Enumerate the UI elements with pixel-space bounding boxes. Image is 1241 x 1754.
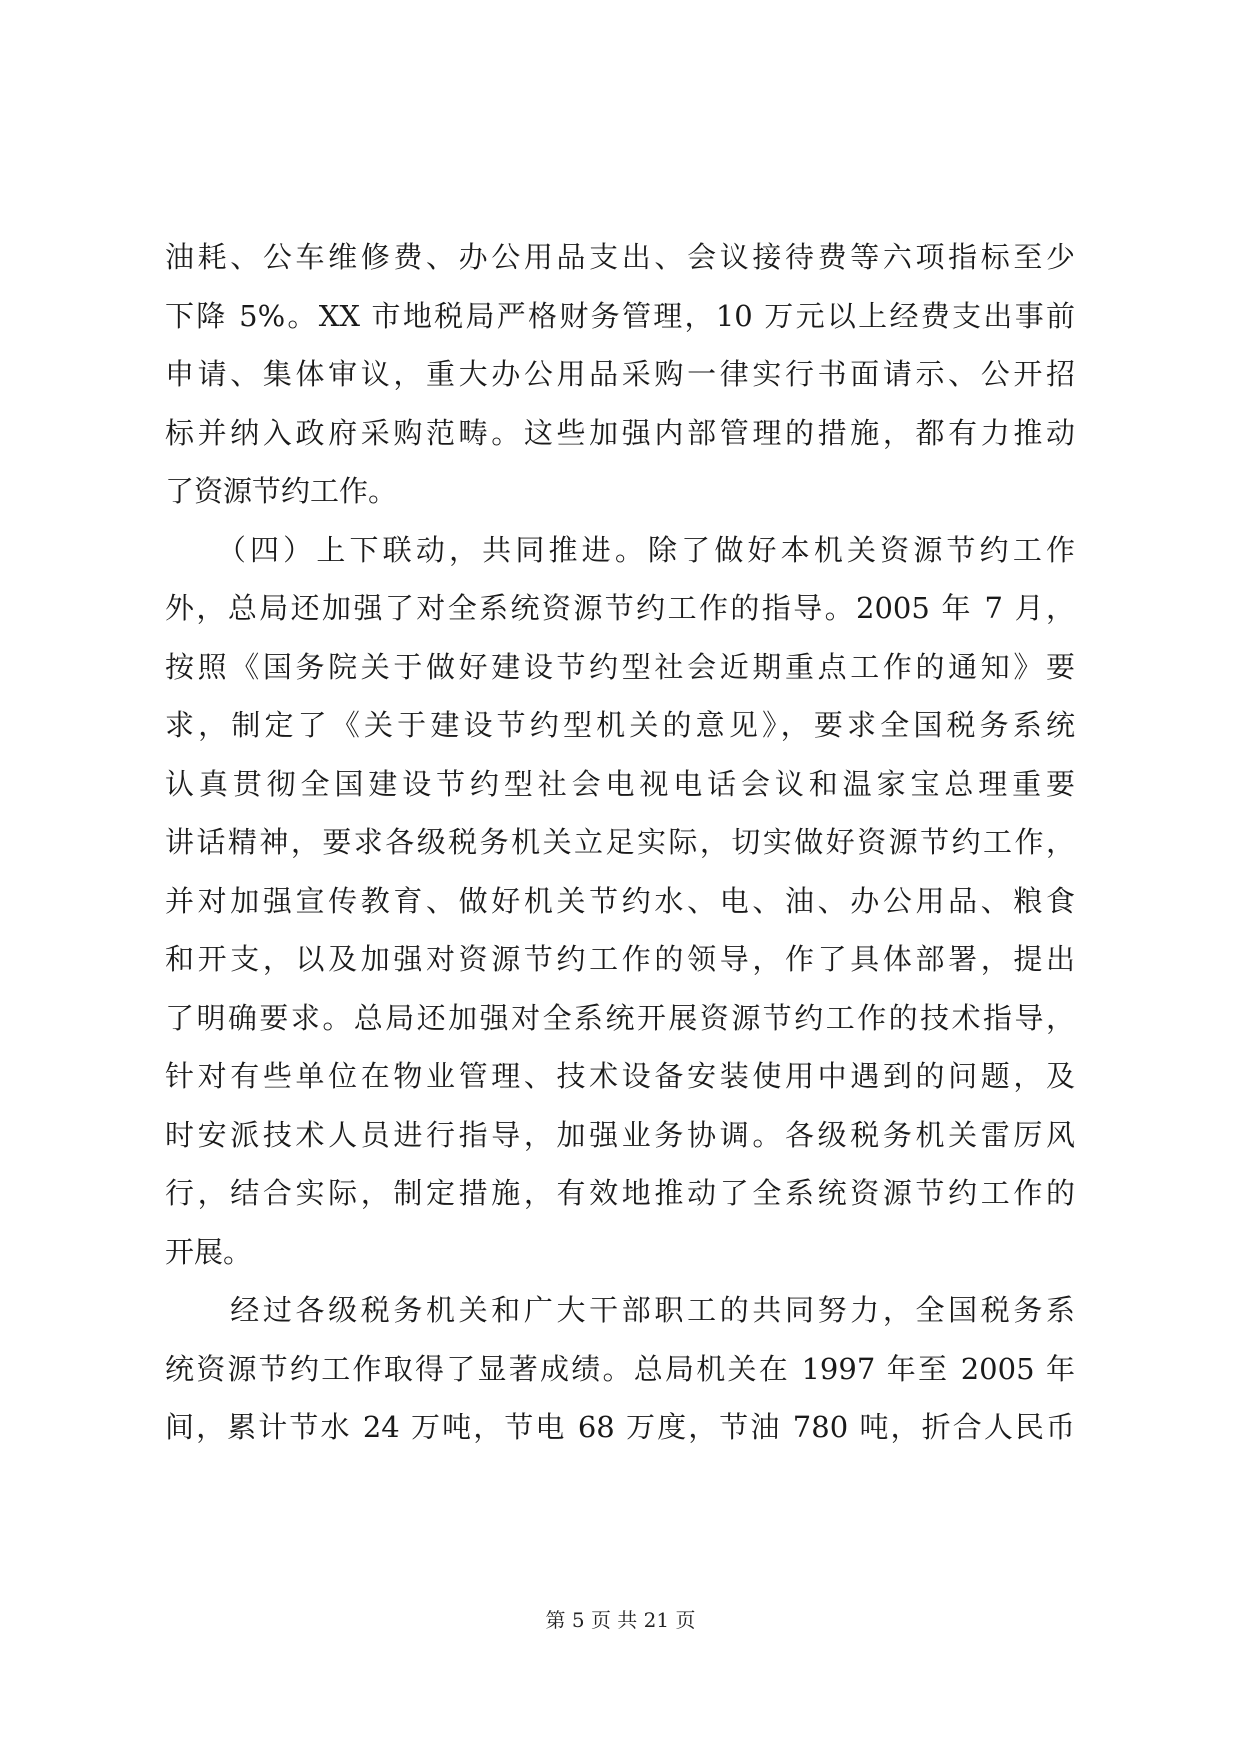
page-number-footer: 第 5 页 共 21 页 (545, 1608, 696, 1632)
text-line: 统资源节约工作取得了显著成绩。总局机关在 1997 年至 2005 年 (165, 1351, 1075, 1386)
text-line: 讲话精神，要求各级税务机关立足实际，切实做好资源节约工作， (165, 825, 1075, 859)
text-line: 经过各级税务机关和广大干部职工的共同努力，全国税务系 (165, 1293, 1075, 1327)
text-line: 按照《国务院关于做好建设节约型社会近期重点工作的通知》要 (165, 649, 1075, 684)
text-line: 认真贯彻全国建设节约型社会电视电话会议和温家宝总理重要 (165, 766, 1075, 801)
text-line: 并对加强宣传教育、做好机关节约水、电、油、办公用品、粮食 (165, 883, 1075, 918)
text-line: 了资源节约工作。 (165, 474, 398, 508)
text-line: 外，总局还加强了对全系统资源节约工作的指导。2005 年 7 月， (165, 591, 1075, 625)
text-line: 和开支，以及加强对资源节约工作的领导，作了具体部署，提出 (165, 942, 1075, 976)
text-line: 针对有些单位在物业管理、技术设备安装使用中遇到的问题，及 (165, 1059, 1075, 1093)
text-line: 下降 5%。XX 市地税局严格财务管理，10 万元以上经费支出事前 (165, 298, 1075, 333)
text-line: 间，累计节水 24 万吨，节电 68 万度，节油 780 吨，折合人民币 (165, 1410, 1075, 1444)
text-line: 求，制定了《关于建设节约型机关的意见》，要求全国税务系统 (165, 708, 1075, 742)
text-line: 行，结合实际，制定措施，有效地推动了全系统资源节约工作的 (165, 1176, 1075, 1210)
text-line: 油耗、公车维修费、办公用品支出、会议接待费等六项指标至少 (165, 240, 1075, 274)
text-line: 开展。 (165, 1234, 253, 1269)
text-line: 标并纳入政府采购范畴。这些加强内部管理的措施，都有力推动 (165, 415, 1075, 450)
text-line: （四）上下联动，共同推进。除了做好本机关资源节约工作 (165, 532, 1075, 567)
body-text (165, 228, 1075, 1457)
text-line: 申请、集体审议，重大办公用品采购一律实行书面请示、公开招 (165, 357, 1075, 391)
text-line: 时安派技术人员进行指导，加强业务协调。各级税务机关雷厉风 (165, 1117, 1075, 1152)
text-line: 了明确要求。总局还加强对全系统开展资源节约工作的技术指导， (165, 1000, 1075, 1035)
